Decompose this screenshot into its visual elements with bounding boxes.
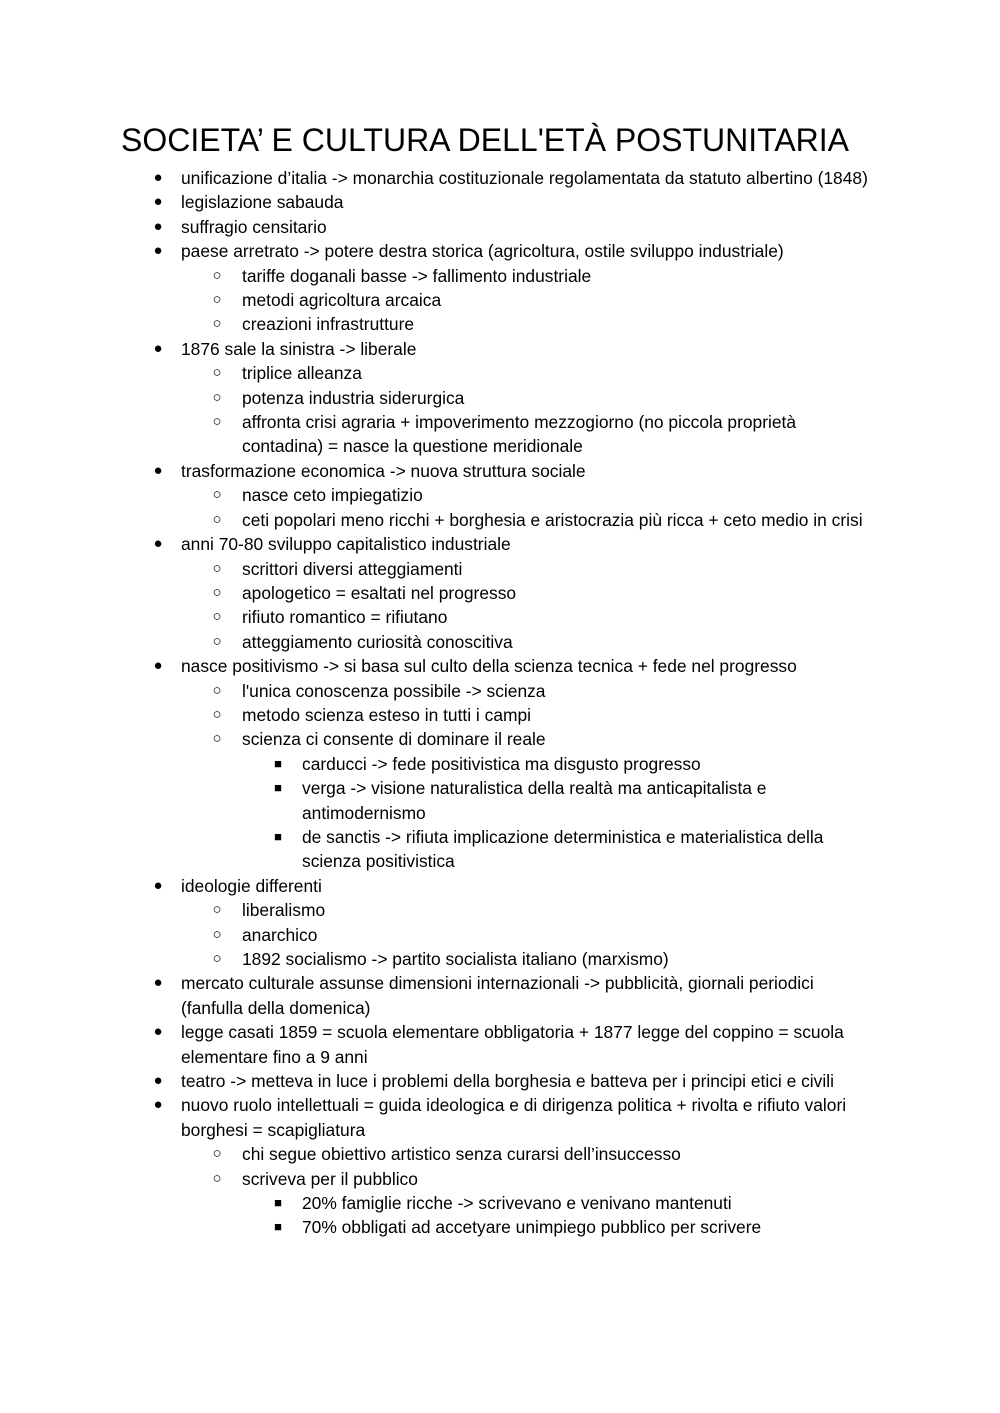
hollow-circle-bullet-icon: ○ [212,681,222,699]
list-item-text: verga -> visione naturalistica della realtà ma anticapitalista e antimodernismo [302,778,767,823]
list-item-level-2 [0,386,876,410]
list-item-text: scienza ci consente di dominare il reale [242,729,546,750]
hollow-circle-bullet-icon: ○ [212,291,222,309]
filled-circle-bullet-icon: ● [153,1023,163,1041]
list-item-text: de sanctis -> rifiuta implicazione deterministica e materialistica della scienza positivistica [302,826,824,872]
list-item-level-2 [0,508,876,532]
list-item-level-1 [0,1020,876,1069]
list-item-text: scrittori diversi atteggiamenti [242,558,463,579]
list-item-text: triplice alleanza [242,363,362,384]
list-item-text: nuovo ruolo intellettuali = guida ideologica e di dirigenza politica + rivolta e rifiuto valori borghesi = scapigliatura [181,1095,847,1140]
list-item-text: teatro -> metteva in luce i problemi della borghesia e batteva per i principi etici e civili [181,1071,834,1092]
hollow-circle-bullet-icon: ○ [212,730,222,748]
hollow-circle-bullet-icon: ○ [212,583,222,601]
filled-square-bullet-icon: ■ [274,1195,282,1211]
list-item-level-2 [0,898,876,922]
list-item-level-1 [0,654,876,678]
list-item-text: l'unica conoscenza possibile -> scienza [242,680,546,701]
list-item-text: trasformazione economica -> nuova struttura sociale [181,460,586,481]
bullet-list [0,166,1000,1240]
list-item-level-2 [0,947,876,971]
list-item-level-1 [0,337,876,361]
list-item-text: ceti popolari meno ricchi + borghesia e aristocrazia più ricca + ceto medio in crisi [242,509,863,530]
list-item-level-2 [0,410,876,459]
filled-circle-bullet-icon: ● [153,535,163,553]
hollow-circle-bullet-icon: ○ [212,388,222,406]
list-item-text: carducci -> fede positivistica ma disgusto progresso [302,753,701,774]
list-item-text: apologetico = esaltati nel progresso [242,582,517,603]
list-item-level-1 [0,166,876,190]
filled-circle-bullet-icon: ● [153,169,163,186]
list-item-level-1 [0,215,876,239]
list-item-text: atteggiamento curiosità conoscitiva [242,631,513,652]
list-item-level-2 [0,557,876,581]
list-item-text: metodo scienza esteso in tutti i campi [242,704,532,725]
list-item-level-2 [0,1167,876,1191]
list-item-level-2 [0,312,876,336]
list-item-level-1 [0,971,876,1020]
list-item-level-3 [0,752,876,776]
list-item-text: rifiuto romantico = rifiutano [242,607,448,628]
list-item-text: anarchico [242,924,318,945]
list-item-level-2 [0,630,876,654]
list-item-text: tariffe doganali basse -> fallimento industriale [242,265,592,286]
filled-circle-bullet-icon: ● [153,657,163,675]
list-item-text: scriveva per il pubblico [242,1168,418,1189]
list-item-text: legislazione sabauda [181,192,344,213]
list-item-level-3 [0,825,876,874]
filled-circle-bullet-icon: ● [153,974,163,992]
list-item-level-2 [0,288,876,312]
filled-circle-bullet-icon: ● [153,193,163,211]
list-item-level-2 [0,361,876,385]
list-item-text: potenza industria siderurgica [242,387,465,408]
filled-square-bullet-icon: ■ [274,755,282,771]
list-item-level-1 [0,1093,876,1142]
list-item-level-3 [0,1191,876,1215]
list-item-level-1 [0,239,876,263]
list-item-level-2 [0,703,876,727]
list-item-level-2 [0,264,876,288]
filled-square-bullet-icon: ■ [274,780,282,796]
list-item-level-1 [0,459,876,483]
list-item-text: 1892 socialismo -> partito socialista italiano (marxismo) [242,949,669,969]
hollow-circle-bullet-icon: ○ [212,266,222,284]
hollow-circle-bullet-icon: ○ [212,1169,222,1187]
list-item-level-1 [0,874,876,898]
list-item-level-2 [0,605,876,629]
list-item-level-2 [0,581,876,605]
list-item-text: unificazione d’italia -> monarchia costituzionale regolamentata da statuto albertino (1848) [181,168,868,188]
list-item-text: suffragio censitario [181,216,327,237]
list-item-text: chi segue obiettivo artistico senza curarsi dell’insuccesso [242,1144,681,1165]
filled-circle-bullet-icon: ● [153,339,163,357]
list-item-text: nasce positivismo -> si basa sul culto della scienza tecnica + fede nel progresso [181,656,797,677]
list-item-text: 70% obbligati ad accetyare unimpiego pubblico per scrivere [302,1217,762,1238]
list-item-text: affronta crisi agraria + impoverimento mezzogiorno (no piccola proprietà contadina) = nasce la questione meridionale [242,412,797,457]
hollow-circle-bullet-icon: ○ [212,901,222,919]
filled-circle-bullet-icon: ● [153,461,163,479]
hollow-circle-bullet-icon: ○ [212,705,222,723]
hollow-circle-bullet-icon: ○ [212,413,222,431]
list-item-level-2 [0,1142,876,1166]
hollow-circle-bullet-icon: ○ [212,486,222,504]
hollow-circle-bullet-icon: ○ [212,559,222,577]
list-item-level-1 [0,1069,876,1093]
filled-square-bullet-icon: ■ [274,828,282,844]
list-item-text: mercato culturale assunse dimensioni internazionali -> pubblicità, giornali periodici (fanfulla della domenica) [181,973,814,1018]
list-item-level-2 [0,679,876,703]
hollow-circle-bullet-icon: ○ [212,950,222,967]
list-item-text: 1876 sale la sinistra -> liberale [181,338,417,359]
list-item-level-3 [0,776,876,825]
hollow-circle-bullet-icon: ○ [212,608,222,626]
filled-circle-bullet-icon: ● [153,1096,163,1114]
list-item-level-1 [0,532,876,556]
filled-circle-bullet-icon: ● [153,217,163,235]
list-item-level-2 [0,483,876,507]
list-item-text: metodi agricoltura arcaica [242,290,442,311]
list-item-text: creazioni infrastrutture [242,314,415,335]
list-item-text: liberalismo [242,900,326,921]
hollow-circle-bullet-icon: ○ [212,925,222,943]
list-item-level-1 [0,190,876,214]
list-item-text: 20% famiglie ricche -> scrivevano e venivano mantenuti [302,1193,732,1214]
filled-square-bullet-icon: ■ [274,1219,282,1235]
filled-circle-bullet-icon: ● [153,876,163,894]
list-item-text: legge casati 1859 = scuola elementare obbligatoria + 1877 legge del coppino = scuola elementare fino a 9 anni [181,1022,844,1067]
hollow-circle-bullet-icon: ○ [212,364,222,382]
list-item-level-3 [0,1215,876,1239]
list-item-text: nasce ceto impiegatizio [242,485,423,506]
list-item-level-2 [0,923,876,947]
page-title: SOCIETA’ E CULTURA DELL'ETÀ POSTUNITARIA [121,122,850,158]
list-item-level-2 [0,727,876,751]
hollow-circle-bullet-icon: ○ [212,510,222,528]
list-item-text: anni 70-80 sviluppo capitalistico industriale [181,534,511,555]
list-item-text: ideologie differenti [181,875,322,896]
hollow-circle-bullet-icon: ○ [212,632,222,650]
hollow-circle-bullet-icon: ○ [212,1145,222,1163]
filled-circle-bullet-icon: ● [153,1072,163,1090]
filled-circle-bullet-icon: ● [153,242,163,260]
list-item-text: paese arretrato -> potere destra storica (agricoltura, ostile sviluppo industriale) [181,241,784,262]
hollow-circle-bullet-icon: ○ [212,315,222,333]
